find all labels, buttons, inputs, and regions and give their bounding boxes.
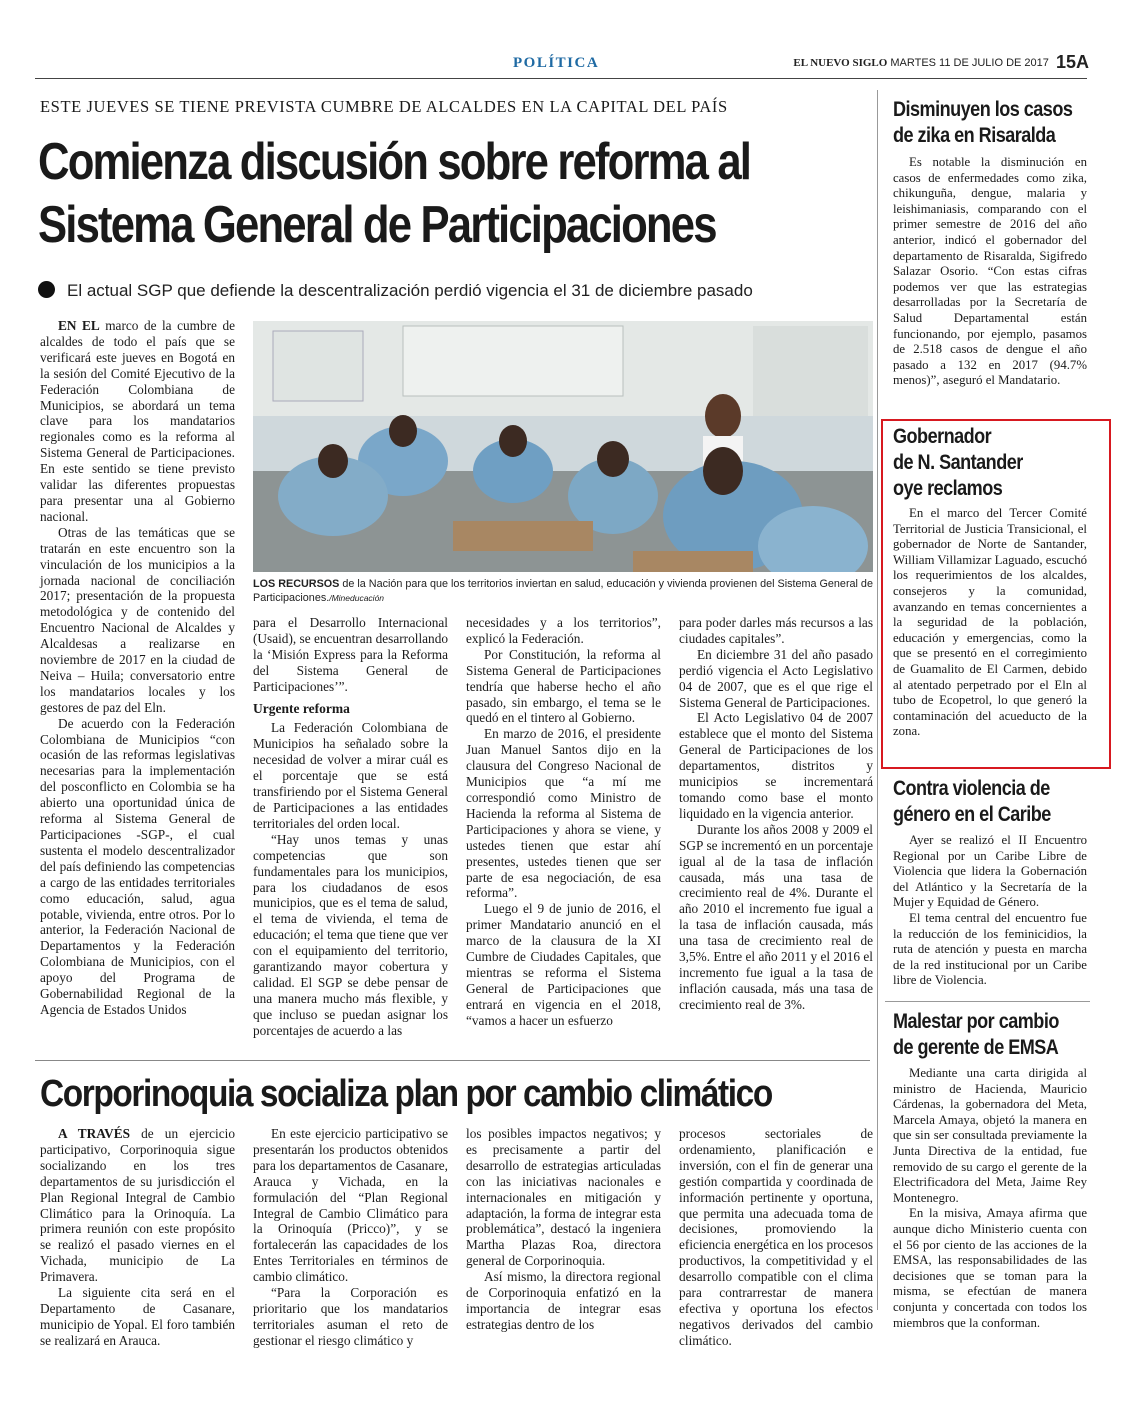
paragraph: En el marco del Tercer Comité Territorial de Justicia Transicional, el gobernador de Norte de Santander, William Villamizar Laguado, escuchó los requerimientos de los alcaldes, consejeros y la comunidad, avanzando en temas concernientes a la seguridad de la población, educación y emergencias, como la que se presentó en el corregimiento de Guamalito de El Carmen, debido al atentado perpetrado por el Eln al tubo de Ecopetrol, lo que generó la contaminación del acueducto de la zona. bbox=[893, 506, 1087, 739]
paragraph: “Para la Corporación es prioritario que los mandatarios territoriales asuman el reto de gestionar el riesgo climático y bbox=[253, 1285, 448, 1348]
second-column-1 bbox=[40, 1126, 235, 1349]
paragraph: los posibles impactos negativos; y es precisamente a partir del desarrollo de estrategias articuladas con las iniciativas nacionales e internacionales en mitigación y adaptación, la forma de integrar esta problemática”, destacó la ingeniera Martha Plazas Roa, directora general de Corporinoquia. bbox=[466, 1126, 661, 1269]
paragraph: marco de la cumbre de alcaldes de todo el país que se verificará este jueves en Bogotá en la sesión del Comité Ejecutivo de la Federación Colombiana de Municipios, se abordará un tema clave para los mandatarios regionales como es la reforma al Sistema General de Participaciones. En este sentido se tiene previsto validar las diferentes propuestas para presentar una al Gobierno nacional. bbox=[40, 318, 235, 524]
paragraph: En este ejercicio participativo se presentarán los productos obtenidos para los departamentos de Casanare, Arauca y Vichada, en la formulación del “Plan Regional Integral de Cambio Climático para la Orinoquía (Pricco)”, y se fortalecerán las capacidades de los Entes Territoriales en términos de cambio climático. bbox=[253, 1126, 448, 1285]
photo-credit: /Mineducación bbox=[329, 592, 385, 603]
brief-gender-title bbox=[893, 776, 1051, 828]
sidebar-divider bbox=[885, 1001, 1090, 1002]
section-label: POLÍTICA bbox=[513, 55, 600, 71]
paragraph: Otras de las temáticas que se tratarán en este encuentro son la vinculación de los municipios a la jornada nacional de conciliación 2017; presentación de la propuesta metodológica y de contenido del Encuentro Nacional de Alcaldes y Alcaldesas a realizarse en noviembre de 2017 en la ciudad de Neiva – Huila; conversatorio entre los mandatarios locales y los gestores de paz del Eln. bbox=[40, 524, 235, 715]
brief-emsa-body bbox=[893, 1066, 1087, 1331]
headline-line-1: Comienza discusión sobre reforma al bbox=[38, 133, 751, 191]
paragraph: En la misiva, Amaya afirma que aunque dicho Ministerio cuenta con el 56 por ciento de las acciones de la EMSA, las responsabilidades de las decisiones que se toman para la misma, se efectúan de manera conjunta y concertada con todos los miembros que la conforman. bbox=[893, 1206, 1087, 1330]
brief-governor-title bbox=[893, 424, 1023, 502]
kicker: ESTE JUEVES SE TIENE PREVISTA CUMBRE DE ALCALDES EN LA CAPITAL DEL PAÍS bbox=[40, 97, 728, 116]
bullet-icon bbox=[38, 281, 55, 298]
title-line: Disminuyen los casos bbox=[893, 98, 1073, 121]
paragraph: El tema central del encuentro fue la reducción de los feminicidios, la ruta de atención y puesta en marcha de la red institucional por un Caribe libre de Violencia. bbox=[893, 910, 1087, 988]
paragraph: Ayer se realizó el II Encuentro Regional por un Caribe Libre de Violencia que lidera la Gobernación del Atlántico y la Secretaría de la Mujer y Equidad de Género. bbox=[893, 833, 1087, 910]
paper-name: EL NUEVO SIGLO bbox=[793, 57, 888, 69]
second-headline: Corporinoquia socializa plan por cambio climático bbox=[40, 1073, 772, 1115]
paragraph: para poder darles más recursos a las ciudades capitales”. bbox=[679, 615, 873, 646]
paragraph: procesos sectoriales de ordenamiento, planificación e inversión, con el fin de generar una gestión compartida y coordinada de información pertinente y oportuna, que permita una adecuada toma de decisiones, promoviendo la eficiencia energética en los procesos productivos, la competitividad y el desarrollo compatible con el clima para contrarrestar de manera efectiva y oportuna los efectos negativos derivados del cambio climático. bbox=[679, 1126, 873, 1348]
title-line: de N. Santander bbox=[893, 451, 1023, 474]
subheadline bbox=[38, 281, 878, 301]
title-line: de gerente de EMSA bbox=[893, 1036, 1059, 1059]
headline-line-2: Sistema General de Participaciones bbox=[38, 196, 716, 254]
paragraph: de un ejercicio participativo, Corporinoquia sigue socializando en los tres departamentos de su jurisdicción el Plan Regional Integral de Cambio Climático para la Orinoquía. La primera reunión con este propósito se realizó el pasado viernes en el Vichada, municipio de La Primavera. bbox=[40, 1126, 235, 1285]
paragraph: necesidades y a los territorios”, explicó la Federación. bbox=[466, 615, 661, 646]
brief-zika-title bbox=[893, 97, 1072, 149]
classroom-photo bbox=[253, 321, 873, 572]
paragraph: De acuerdo con la Federación Colombiana de Municipios “con ocasión de las reformas legislativas necesarias para la implementación del posconflicto en Colombia se ha abierto una oportunidad única de reforma al Sistema General de Participaciones -SGP-, el cual sustenta el modelo descentralizador del país definiendo las competencias a cargo de las entidades territoriales como educación, salud, agua potable, vivienda, entre otros. Por lo anterior, la Federación Nacional de Departamentos y la Federación Colombiana de Municipios, con el apoyo del Programa de Gobernabilidad Regional de la Agencia de Estados Unidos bbox=[40, 715, 235, 1017]
main-column-4 bbox=[679, 615, 873, 1013]
page-number: 15A bbox=[1055, 52, 1089, 72]
title-line: Malestar por cambio bbox=[893, 1010, 1059, 1033]
lead-in: A TRAVÉS bbox=[58, 1126, 130, 1141]
title-line: oye reclamos bbox=[893, 477, 1003, 500]
paragraph: Así mismo, la directora regional de Corporinoquia enfatizó en la importancia de integrar esas estrategias dentro de los bbox=[466, 1269, 661, 1332]
header-rule bbox=[35, 78, 1087, 79]
caption-lead: LOS RECURSOS bbox=[253, 578, 340, 590]
brief-zika-body bbox=[893, 155, 1087, 389]
main-headline bbox=[38, 131, 751, 257]
column-rule bbox=[877, 90, 878, 1310]
section-subhead: Urgente reforma bbox=[253, 700, 350, 716]
subhead-text: El actual SGP que defiende la descentralización perdió vigencia el 31 de diciembre pasado bbox=[67, 281, 753, 300]
paragraph: En marzo de 2016, el presidente Juan Manuel Santos dijo en la clausura del Congreso Nacional de Municipios que “a mí me correspondió como Ministro de Hacienda la reforma al Sistema de Participaciones y ahora se viene, y ustedes tienen que estar ahí presentes, ustedes tienen que ser parte de esa negociación, de esa reforma”. bbox=[466, 726, 661, 901]
main-column-1 bbox=[40, 318, 235, 1018]
brief-governor-body bbox=[893, 506, 1087, 740]
title-line: de zika en Risaralda bbox=[893, 124, 1056, 147]
main-column-3 bbox=[466, 615, 661, 1029]
paragraph: para el Desarrollo Internacional (Usaid), se encuentran desarrollando la ‘Misión Express para la Reforma del Sistema General de Participaciones’”. bbox=[253, 615, 448, 694]
paragraph: El Acto Legislativo 04 de 2007 establece que el monto del Sistema General de Participaciones de los departamentos, distritos y municipios se incrementará tomando como base el monto liquidado en la vigencia anterior. bbox=[679, 710, 873, 821]
paragraph: Por Constitución, la reforma al Sistema General de Participaciones tendría que haberse hecho el año pasado, sin embargo, el tema se le quedó en el tintero al Gobierno. bbox=[466, 646, 661, 726]
paragraph: “Hay unos temas y unas competencias que son fundamentales para los municipios, para los ciudadanos de esos municipios, que es el tema de salud, el tema de vivienda, el tema de educación; el tema que tiene que ver con el equipamiento del territorio, garantizando mayor cobertura y calidad. El SGP se debe pensar de una manera mucho más flexible, y que incluso se puedan asignar los porcentajes de acuerdo a las bbox=[253, 831, 448, 1038]
photo-caption bbox=[253, 578, 873, 605]
paragraph: Luego el 9 de junio de 2016, el primer Mandatario anunció en el marco de la clausura de la XI Cumbre de Ciudades Capitales, que mientras se reforma el Sistema General de Participaciones que entrará en vigencia en el 2018, “vamos a hacer un esfuerzo bbox=[466, 901, 661, 1028]
title-line: género en el Caribe bbox=[893, 803, 1051, 826]
paragraph: En diciembre 31 del año pasado perdió vigencia el Acto Legislativo 04 de 2007, que es el que rige el Sistema General de Participaciones. bbox=[679, 646, 873, 710]
brief-emsa-title bbox=[893, 1009, 1059, 1061]
second-column-2 bbox=[253, 1126, 448, 1349]
title-line: Gobernador bbox=[893, 425, 992, 448]
issue-date: MARTES 11 DE JULIO DE 2017 bbox=[890, 57, 1049, 69]
main-column-2 bbox=[253, 615, 448, 1039]
story-divider bbox=[35, 1060, 870, 1061]
second-column-4 bbox=[679, 1126, 873, 1349]
title-line: Contra violencia de bbox=[893, 777, 1050, 800]
second-column-3 bbox=[466, 1126, 661, 1333]
paragraph: Es notable la disminución en casos de enfermedades como zika, chikunguña, dengue, malaria y leishimaniasis, comparando con el primer semestre de 2016 del año anterior, indicó el gobernador del departamento de Risaralda, Sigifredo Salazar Osorio. “Con estas cifras podemos ver que las estrategias desarrolladas por la Secretaría de Salud Departamental están funcionando, por ejemplo, pasamos de 2.518 casos de dengue el año pasado a 132 en 2017 (94.7% menos)”, aseguró el Mandatario. bbox=[893, 155, 1087, 388]
paragraph: La Federación Colombiana de Municipios ha señalado sobre la necesidad de volver a mirar cuál es el porcentaje que se está transfiriendo por el Sistema General de Participaciones a las entidades territoriales del orden local. bbox=[253, 720, 448, 831]
paragraph: Durante los años 2008 y 2009 el SGP se incrementó en un porcentaje igual al de la tasa de inflación causada, más una tasa de crecimiento real de 4%. Durante el año 2010 el incremento fue igual a la tasa de inflación causada, más una tasa de crecimiento real de 3,5%. Entre el año 2011 y el 2016 el incremento fue igual a la tasa de inflación causada, más una tasa de crecimiento real de 3%. bbox=[679, 821, 873, 1012]
caption-text: de la Nación para que los territorios inviertan en salud, educación y vivienda provienen del Sistema General de Participaciones. bbox=[253, 578, 873, 604]
photo-illustration bbox=[253, 321, 873, 572]
masthead bbox=[793, 52, 1089, 73]
brief-gender-body bbox=[893, 833, 1087, 989]
lead-in: EN EL bbox=[58, 318, 100, 333]
paragraph: Mediante una carta dirigida al ministro de Hacienda, Mauricio Cárdenas, la gobernadora del Meta, Marcela Amaya, objetó la manera en que sin ser consultada previamente la Junta Directiva de la entidad, fue removido de su cargo el gerente de la Electrificadora del Meta, Jaime Rey Montenegro. bbox=[893, 1066, 1087, 1205]
paragraph: La siguiente cita será en el Departamento de Casanare, municipio de Yopal. El foro también se realizará en Arauca. bbox=[40, 1285, 235, 1348]
